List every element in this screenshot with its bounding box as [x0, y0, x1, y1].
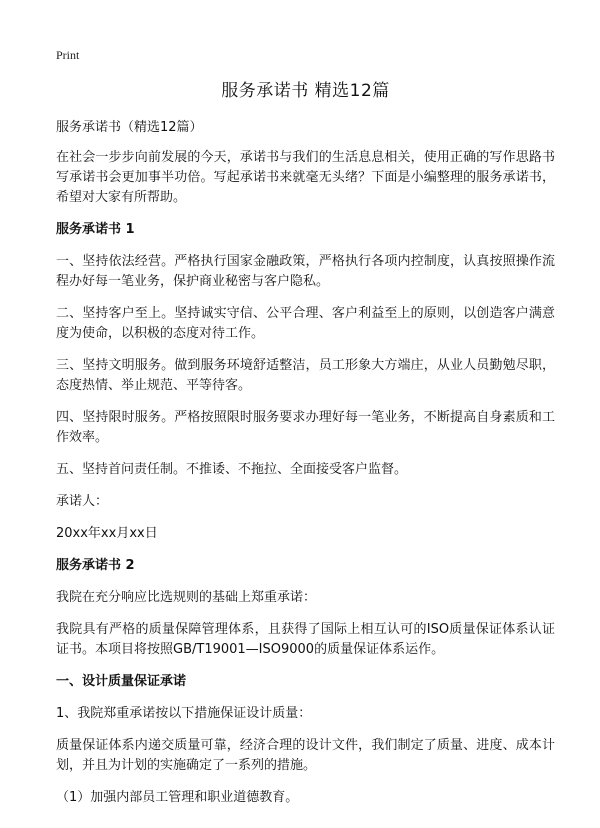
section-1-item: 四、坚持限时服务。严格按照限时服务要求办理好每一笔业务，不断提高自身素质和工作效率。: [56, 410, 555, 445]
section-1-item: 一、坚持依法经营。严格执行国家金融政策，严格执行各项内控制度，认真按照操作流程办好每一笔业务，保护商业秘密与客户隐私。: [56, 254, 555, 289]
section-1-item: 五、坚持首问责任制。不推诿、不拖拉、全面接受客户监督。: [56, 462, 408, 477]
section-2-paragraph: 质量保证体系内递交质量可靠，经济合理的设计文件，我们制定了质量、进度、成本计划，并且为计划的实施确定了一系列的措施。: [56, 738, 555, 773]
intro-paragraph: 在社会一步步向前发展的今天，承诺书与我们的生活息息相关，使用正确的写作思路书写承诺书会更加事半功倍。写起承诺书来就毫无头绪？下面是小编整理的服务承诺书，希望对大家有所帮助。: [56, 150, 555, 205]
quality-commitment-heading: 一、设计质量保证承诺: [56, 674, 187, 689]
section-2-paragraph: 我院在充分响应比选规则的基础上郑重承诺：: [56, 590, 317, 605]
print-label[interactable]: Print: [56, 48, 80, 62]
section-2-paragraph: 1、我院郑重承诺按以下措施保证设计质量：: [56, 706, 312, 721]
section-2-paragraph: 我院具有严格的质量保障管理体系，且获得了国际上相互认可的ISO质量保证体系认证证书。本项目将按照GB/T19001—ISO9000的质量保证体系运作。: [56, 622, 555, 657]
section-2-paragraph: （1）加强内部员工管理和职业道德教育。: [56, 790, 299, 805]
section-1-heading: 服务承诺书 1: [56, 222, 135, 237]
document-title: 服务承诺书 精选12篇: [221, 81, 390, 101]
signer-label: 承诺人：: [56, 494, 109, 509]
section-2-heading: 服务承诺书 2: [56, 558, 135, 573]
signature-date: 20xx年xx月xx日: [56, 526, 158, 541]
section-1-item: 二、坚持客户至上。坚持诚实守信、公平合理、客户利益至上的原则，以创造客户满意度为使命，以积极的态度对待工作。: [56, 306, 555, 341]
section-1-item: 三、坚持文明服务。做到服务环境舒适整洁，员工形象大方端庄，从业人员勤勉尽职，态度热情、举止规范、平等待客。: [56, 358, 555, 393]
document-subtitle: 服务承诺书（精选12篇）: [56, 120, 203, 135]
